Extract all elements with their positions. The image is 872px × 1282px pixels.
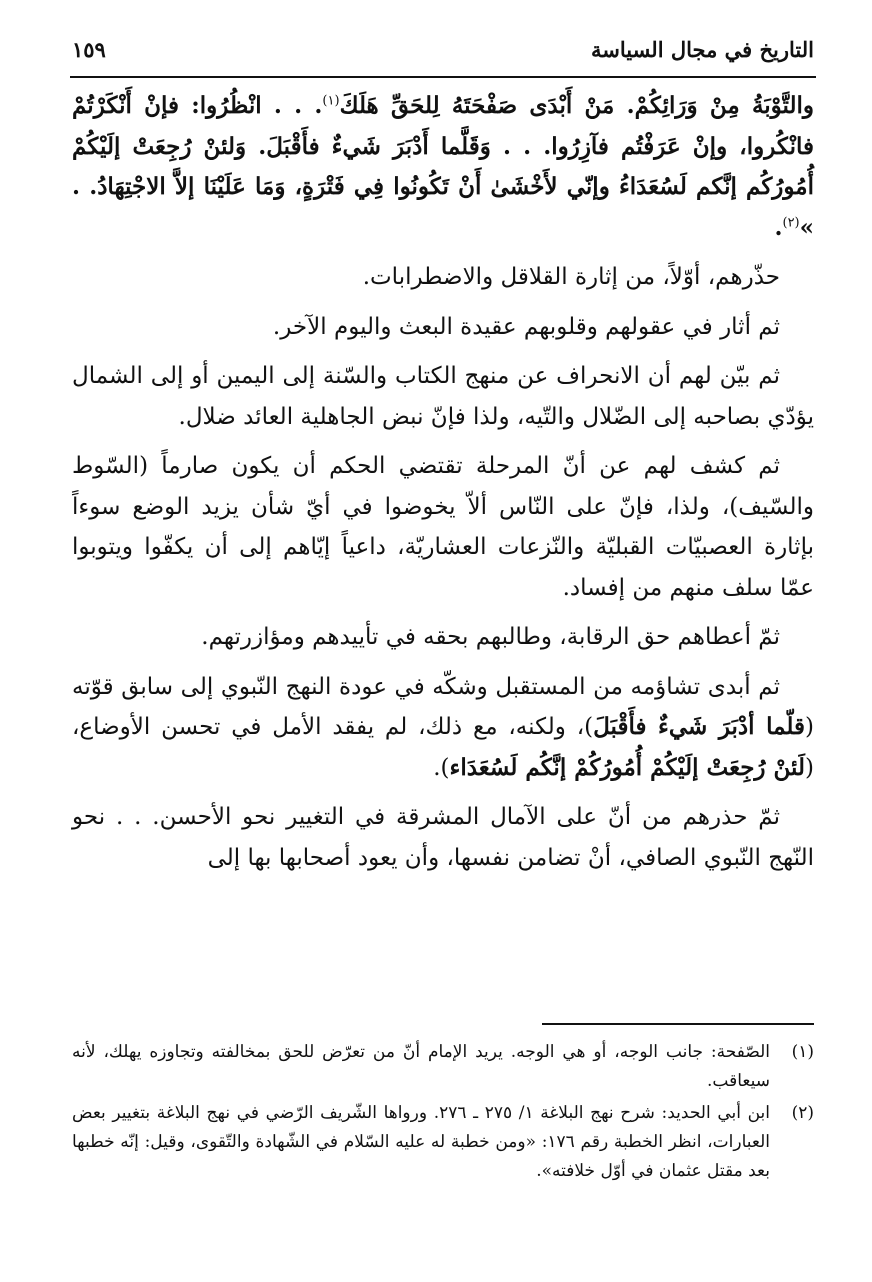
inline-quote-2: لَئنْ رُجِعَتْ إلَيْكُمْ أُمُورُكُمْ إنَّكُم لَسُعَدَاء xyxy=(449,753,806,781)
footnote-text: ابن أبي الحديد: شرح نهج البلاغة ١/ ٢٧٥ ـ ٢٧٦. ورواها الشّريف الرّضي في نهج البلاغة بتغيير بعض العبارات، انظر الخطبة رقم ١٧٦: «ومن خطبة له عليه السّلام في الشّهادة والتّقوى، وقيل: إنّه خطبها بعد مقتل عثمان في أوّل خلافته». xyxy=(72,1103,770,1181)
footnote-2 xyxy=(72,1099,814,1186)
paragraph-4: ثم بيّن لهم أن الانحراف عن منهج الكتاب والسّنة إلى اليمين أو إلى الشمال يؤدّي بصاحبه إلى الضّلال والتّيه، ولذا فإنّ نبض الجاهلية العائد ضلال. xyxy=(72,363,814,430)
footnote-rule xyxy=(542,1023,814,1025)
paragraph-5: ثم كشف لهم عن أنّ المرحلة تقتضي الحكم أن يكون صارماً (السّوط والسّيف)، ولذا، فإنّ على النّاس ألاّ يخوضوا في أيّ شأن يزيد الوضع سوءاً بإثارة العصبيّات القبليّة والنّزعات العشاريّة، داعياً إيّاهم إلى أن يكفّوا ويتوبوا عمّا سلف منهم من إفساد. xyxy=(72,453,814,601)
footnote-ref-2[interactable]: (٢) xyxy=(782,214,800,230)
footnote-1 xyxy=(72,1038,814,1096)
running-title: التاريخ في مجال السياسة xyxy=(590,37,814,62)
main-text xyxy=(72,86,814,887)
paragraph-7-text-c: ). xyxy=(433,754,450,781)
quote-text-continued: . . . انْظُرُوا: فإنْ أَنْكَرْتُمْ فانْكُروا، وإنْ عَرَفْتُم فآزِرُوا. . . وَقَلَّما أَدْبَرَ شَيءٌ فأَقْبَلَ. وَلئنْ رُجِعَتْ إلَيْكُمْ أُمُورُكُم إنَّكم لَسُعَدَاءُ وإنّي لأَخْشَىٰ أَنْ تَكُونُوا فِي فَتْرَةٍ، وَمَا عَلَيْنَا إلاَّ الاجْتِهَادُ. . » xyxy=(72,92,814,241)
quote-paragraph xyxy=(72,86,814,248)
page-number: ١٥٩ xyxy=(72,37,106,62)
header-rule xyxy=(70,76,816,78)
paragraph-6: ثمّ أعطاهم حق الرقابة، وطالبهم بحقه في تأييدهم ومؤازرتهم. xyxy=(201,624,780,650)
inline-quote-1: قلّما أدْبَرَ شَيءٌ فأَقْبَلَ xyxy=(593,713,806,740)
paragraph-7-text-b: )، ولكنه، مع ذلك، لم يفقد الأمل في تحسن الأوضاع، ( xyxy=(72,714,814,781)
paragraph-7 xyxy=(72,667,814,789)
footnote-ref-1[interactable]: (١) xyxy=(322,93,340,109)
paragraph-7-text-a: ثم أبدى تشاؤمه من المستقبل وشكّه في عودة النهج النّبوي إلى سابق قوّته ( xyxy=(72,673,814,740)
footnotes xyxy=(72,1038,814,1189)
footnote-number: (١) xyxy=(791,1042,814,1062)
quote-end: . xyxy=(774,213,783,241)
footnote-number: (٢) xyxy=(791,1103,814,1123)
paragraph-2: حذّرهم، أوّلاً، من إثارة القلاقل والاضطرابات. xyxy=(362,264,780,290)
paragraph-3: ثم أثار في عقولهم وقلوبهم عقيدة البعث واليوم الآخر. xyxy=(272,313,780,340)
quote-text: والتَّوْبَةُ مِنْ وَرَائِكُمْ. مَنْ أَبْدَى صَفْحَتَهُ لِلحَقِّ هَلَكَ xyxy=(339,92,815,119)
paragraph-8: ثمّ حذرهم من أنّ على الآمال المشرقة في التغيير نحو الأحسن. . . نحو النّهج النّبوي الصافي، أنْ تضامن نفسها، وأن يعود أصحابها بها إلى xyxy=(72,804,814,871)
page-header xyxy=(72,34,814,70)
footnote-text: الصّفحة: جانب الوجه، أو هي الوجه. يريد الإمام أنّ من تعرّض للحق بمخالفته وتجاوزه يهلك، لأنه سيعاقب. xyxy=(72,1042,770,1091)
